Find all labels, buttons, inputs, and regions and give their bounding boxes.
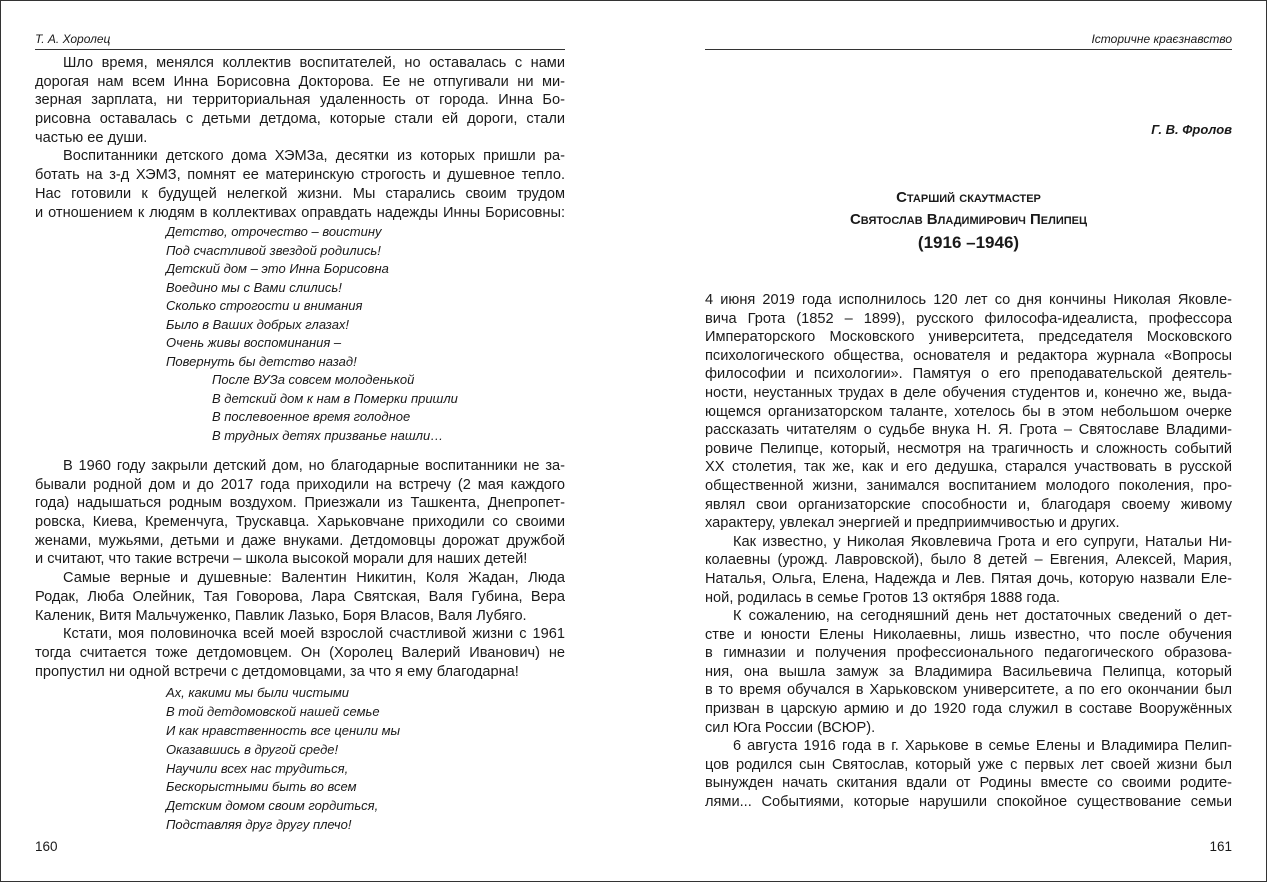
text-line: женами, мужьями, детьми и даже внуками. Детдомовцы дорожат дружбой — [35, 532, 565, 549]
text-line: Как известно, у Николая Яковлевича Грота и его супруги, Натальи Ни- — [733, 533, 1232, 550]
text-line: года) надышаться родным воздухом. Приезжали из Ташкента, Днепропет- — [35, 495, 565, 512]
text-line: цов родился сын Святослав, который уже с первых лет своей жизни был — [705, 756, 1232, 773]
poem-line: Научили всех нас трудиться, — [166, 760, 349, 776]
article-title-line: Старший скаутмастер — [896, 189, 1041, 206]
text-line: сил Юга России (ВСЮР). — [705, 719, 876, 736]
poem — [166, 684, 565, 835]
text-line: общественной жизни, занимался воспитанием молодого поколения, про- — [705, 477, 1232, 494]
text-line: пропустил ни одной встречи с детдомовцами, за что я ему благодарна! — [35, 663, 519, 680]
text-line: Кстати, моя половиночка всей моей взрослой счастливой жизни с 1961 — [63, 626, 565, 643]
text-line: вынужден начать скитания вдали от Родины вместе со своими родите- — [705, 775, 1232, 792]
poem-line: Сколько строгости и внимания — [166, 298, 363, 313]
text-line: ной, родилась в семье Гротов 13 октября 1888 года. — [705, 589, 1060, 606]
text-line: Родак, Люба Олейник, Тая Говорова, Лара Святская, Валя Губина, Вера — [35, 588, 565, 605]
text-line: стве и юности Елены Николаевны, лишь известно, что после обучения — [705, 626, 1232, 643]
article-author: Г. В. Фролов — [1151, 122, 1232, 137]
poem-line: Детский дом – это Инна Борисовна — [166, 261, 389, 276]
text-line: частью ее души. — [35, 129, 148, 146]
text-line: призван в царскую армию и до 1920 года служил в составе Вооружённых — [705, 701, 1232, 718]
right-page — [705, 0, 1232, 882]
poem-line: Было в Ваших добрых глазах! — [166, 316, 350, 332]
poem-line: В послевоенное время голодное — [212, 409, 411, 424]
text-line: рассказать читателям о судьбе внука Н. Я. Грота – Святославе Владими- — [705, 422, 1232, 439]
text-line: дорогая нам всем Инна Борисовна Докторова. Ее не отпугивали ни ми- — [35, 73, 565, 90]
poem-line: В той детдомовской нашей семье — [166, 703, 380, 719]
text-line: являл свои организаторские способности и, благодаря своему живому — [705, 496, 1232, 513]
running-head: Історичне краєзнавство — [705, 32, 1232, 50]
page-number: 160 — [35, 839, 58, 854]
text-line: Шло время, менялся коллектив воспитателей, но оставалась с нами — [63, 55, 565, 71]
article-title-years: (1916 –1946) — [917, 233, 1020, 252]
text-line: лями... Событиями, которые нарушили спокойное существование семьи — [705, 794, 1232, 811]
poem-line: Детство, отрочество – воистину — [166, 224, 382, 239]
paragraph-block — [35, 54, 565, 222]
text-line: в гимназии и получения профессионального педагогического образова- — [705, 645, 1232, 662]
text-line: тогда считается тоже детдомовцем. Он (Хоролец Валерий Иванович) не — [35, 644, 565, 661]
article-title-line: Святослав Владимирович Пелипец — [849, 211, 1088, 228]
text-line: ровска, Киева, Кременчуга, Трускавца. Харьковчане приходили со своими — [35, 514, 565, 531]
text-line: в то время обучался в Харьковском университете, а по его окончании был — [705, 682, 1232, 699]
text-line: психологического общества, основателя и редактора журнала «Вопросы — [705, 347, 1232, 364]
text-line: Каленик, Витя Мальчуженко, Павлик Лазько, Боря Власов, Валя Лубяго. — [35, 607, 527, 624]
text-line: 4 июня 2019 года исполнилось 120 лет со дня кончины Николая Яковле- — [705, 292, 1232, 308]
poem-line: Воедино мы с Вами слились! — [166, 279, 342, 295]
text-line: ровиче Пелипце, который, несмотря на трагичность и сложность событий — [705, 440, 1232, 457]
text-line: рисовна оставалась с детьми детдома, которые стали ей дороги, стали — [35, 111, 565, 128]
text-line: ющемся организаторском таланте, хотелось бы в этом небольшом очерке — [705, 403, 1232, 420]
poem-line: Бескорыстными быть во всем — [166, 779, 357, 795]
page-number: 161 — [1209, 839, 1232, 854]
poem-line: Ах, какими мы были чистыми — [166, 685, 350, 700]
running-head: Т. А. Хоролец — [35, 32, 565, 50]
text-line: В 1960 году закрыли детский дом, но благодарные воспитанники не за- — [63, 458, 565, 474]
poem-line: Оказавшись в другой среде! — [166, 741, 339, 757]
text-line: XX столетия, так же, как и его дедушка, старался участвовать в русской — [705, 459, 1232, 476]
article-body — [705, 291, 1232, 812]
text-line: ния, она вышла замуж за Владимира Васильевича Пелипца, который — [705, 663, 1232, 680]
text-line: вича Грота (1852 – 1899), русского философа-идеалиста, профессора — [705, 310, 1232, 327]
poem-line: Очень живы воспоминания – — [166, 335, 342, 350]
poem-line: Под счастливой звездой родились! — [166, 242, 381, 258]
poem-line: Подставляя друг другу плечо! — [166, 817, 352, 833]
paragraph-block — [35, 457, 565, 681]
poem-line: В детский дом к нам в Померки пришли — [212, 390, 458, 406]
text-line: Наталья, Ольга, Елена, Надежда и Лев. Пятая дочь, которую назвали Еле- — [705, 570, 1232, 587]
text-line: философии и психологии». Памятуя о его преподавательской деятель- — [705, 366, 1232, 383]
text-line: бывали родной дом и до 2017 года приходили на встречу (2 мая каждого — [35, 476, 565, 493]
text-line: 6 августа 1916 года в г. Харькове в семье Елены и Владимира Пелип- — [733, 738, 1232, 755]
text-line: и отношением к людям в коллективах оправдать надежды Инны Борисовны: — [35, 204, 565, 221]
poem-line: После ВУЗа совсем молоденькой — [212, 372, 415, 387]
text-line: колаевны (урожд. Лавровской), было 8 детей – Евгения, Алексей, Мария, — [705, 552, 1232, 569]
text-line: Самые верные и душевные: Валентин Никитин, Коля Жадан, Люда — [63, 570, 565, 587]
text-line: Нас готовили к будущей нелегкой жизни. Мы старались своим трудом — [35, 185, 565, 202]
poem-line: Повернуть бы детство назад! — [166, 353, 357, 369]
text-line: ности, неустанных трудах в деле обучения студентов и, конечно же, выда- — [705, 384, 1232, 401]
poem — [166, 223, 565, 445]
text-line: ботать на з-д ХЭМЗ, помнят ее материнскую строгость и душевное тепло. — [35, 167, 565, 184]
poem-line: Детским домом своим гордиться, — [166, 798, 379, 814]
text-line: Воспитанники детского дома ХЭМЗа, десятки из которых пришли ра- — [63, 148, 565, 165]
left-page — [35, 0, 565, 882]
text-line: зерная зарплата, ни территориальная удаленность от города. Инна Бо- — [35, 92, 565, 109]
poem-line: И как нравственность все ценили мы — [166, 722, 401, 738]
text-line: Императорского Московского университета, председателя Московского — [705, 329, 1232, 346]
poem-line: В трудных детях призванье нашли… — [212, 427, 444, 443]
text-line: К сожалению, на сегодняшний день нет достаточных сведений о дет- — [733, 608, 1232, 625]
text-line: и считают, что такие встречи – школа высокой морали для наших детей! — [35, 551, 528, 568]
text-line: характеру, увлекал энергией и предприимчивостью и других. — [705, 515, 1120, 532]
